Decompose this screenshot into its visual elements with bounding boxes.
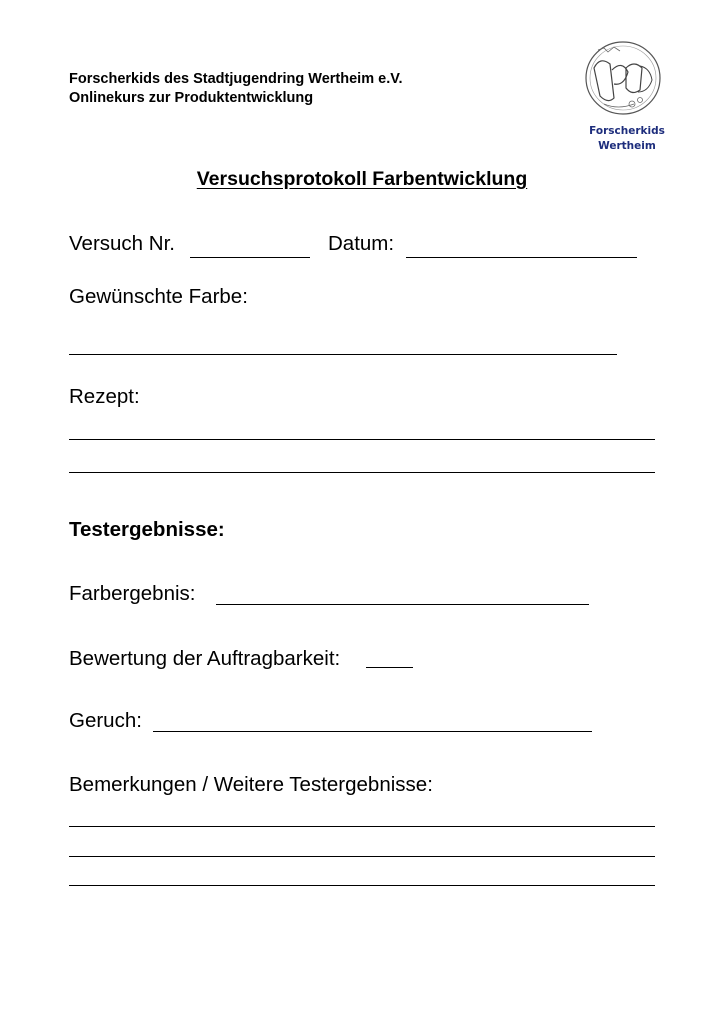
section-heading: Testergebnisse: [69,518,225,541]
versuch-fill-line [190,257,310,258]
geruch-fill-line [153,731,592,732]
bemerkungen-label: Bemerkungen / Weitere Testergebnisse: [69,773,433,796]
farbe-fill-line [69,354,617,355]
logo-caption-line1: Forscherkids [589,125,665,137]
farbergebnis-label: Farbergebnis: [69,582,196,605]
datum-fill-line [406,257,637,258]
org-name: Forscherkids des Stadtjugendring Wertheim e.V. [69,71,403,87]
logo-caption [582,124,672,154]
bemerkungen-fill-line-3 [69,885,655,886]
rezept-label: Rezept: [69,385,140,408]
logo-caption-line2: Wertheim [598,140,656,152]
rezept-fill-line-2 [69,472,655,473]
bemerkungen-fill-line-1 [69,826,655,827]
versuch-label: Versuch Nr. [69,232,175,255]
bemerkungen-fill-line-2 [69,856,655,857]
geruch-label: Geruch: [69,709,142,732]
datum-label: Datum: [328,232,395,255]
bewertung-fill-line [366,667,413,668]
course-name: Onlinekurs zur Produktentwicklung [69,90,314,106]
farbe-label: Gewünschte Farbe: [69,285,248,308]
farbergebnis-fill-line [216,604,589,605]
page-title: Versuchsprotokoll Farbentwicklung [196,168,528,190]
forscherkids-logo [574,38,672,122]
rezept-fill-line-1 [69,439,655,440]
bewertung-label: Bewertung der Auftragbarkeit: [69,647,341,670]
